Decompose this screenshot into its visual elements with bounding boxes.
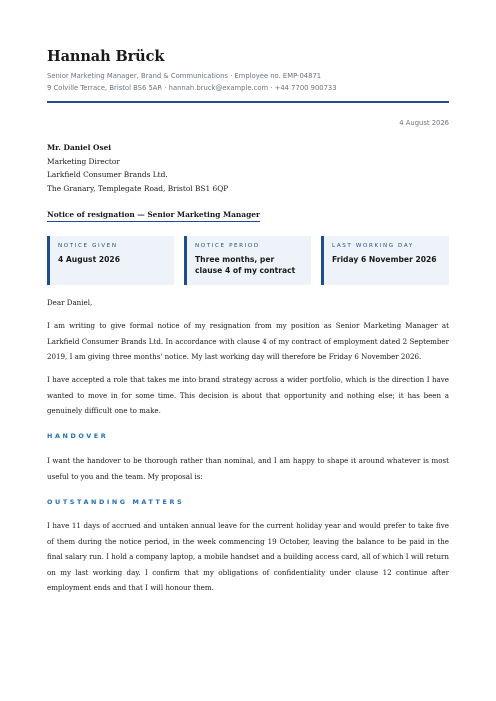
card-label: LAST WORKING DAY bbox=[332, 243, 414, 249]
card-label: NOTICE PERIOD bbox=[195, 243, 260, 249]
sender-name: Hannah Brück bbox=[47, 48, 165, 65]
card-label: NOTICE GIVEN bbox=[58, 243, 118, 249]
paragraph-notice: I am writing to give formal notice of my resignation from my position as Senior Marketing Manager at Larkfield Consumer Brands Ltd. In accordance with clause 4 of my contract of employment dated 2 September 2019, I am giving three months' notice. My last working day will therefore be Friday 6 November 2026. bbox=[47, 321, 449, 361]
recipient-block bbox=[47, 141, 228, 195]
card-value: 4 August 2026 bbox=[58, 255, 120, 264]
header-divider bbox=[47, 101, 449, 103]
section-heading-outstanding: OUTSTANDING MATTERS bbox=[47, 498, 185, 506]
paragraph-handover: I want the handover to be thorough rather than nominal, and I am happy to shape it around whatever is most useful to you and the team. My proposal is: bbox=[47, 456, 449, 481]
sender-role-line: Senior Marketing Manager, Brand & Communications · Employee no. EMP-04871 bbox=[47, 72, 322, 80]
card-value: Friday 6 November 2026 bbox=[332, 255, 437, 264]
recipient-address: The Granary, Templegate Road, Bristol BS1 6QP bbox=[47, 183, 229, 193]
notice-period-card bbox=[184, 236, 311, 285]
paragraph-reason: I have accepted a role that takes me into brand strategy across a wider portfolio, which is the direction I have wanted to move in for some time. This decision is about that opportunity and nothing else; it has been a genuinely difficult one to make. bbox=[47, 375, 449, 415]
recipient-company: Larkfield Consumer Brands Ltd. bbox=[47, 170, 168, 179]
last-working-day-card bbox=[321, 236, 449, 285]
paragraph-outstanding: I have 11 days of accrued and untaken annual leave for the current holiday year and would prefer to take five of them during the notice period, in the week commencing 19 October, leaving the balance to be paid in the final salary run. I hold a company laptop, a mobile handset and a building access card, all of which I will return on my last working day. I confirm that my obligations of confidentiality under clause 12 continue after employment ends and that I will honour them. bbox=[47, 521, 449, 592]
subject-line: Notice of resignation — Senior Marketing Manager bbox=[47, 210, 260, 222]
summary-cards bbox=[47, 236, 449, 285]
recipient-title: Marketing Director bbox=[47, 156, 120, 166]
salutation: Dear Daniel, bbox=[47, 298, 93, 307]
notice-given-card bbox=[47, 236, 174, 285]
recipient-name: Mr. Daniel Osei bbox=[47, 143, 112, 152]
sender-contact-line: 9 Colville Terrace, Bristol BS6 5AR · hannah.bruck@example.com · +44 7700 900733 bbox=[47, 84, 337, 92]
letter-date: 4 August 2026 bbox=[399, 119, 449, 127]
card-value: Three months, per clause 4 of my contract bbox=[195, 255, 296, 275]
section-heading-handover: HANDOVER bbox=[47, 432, 109, 440]
